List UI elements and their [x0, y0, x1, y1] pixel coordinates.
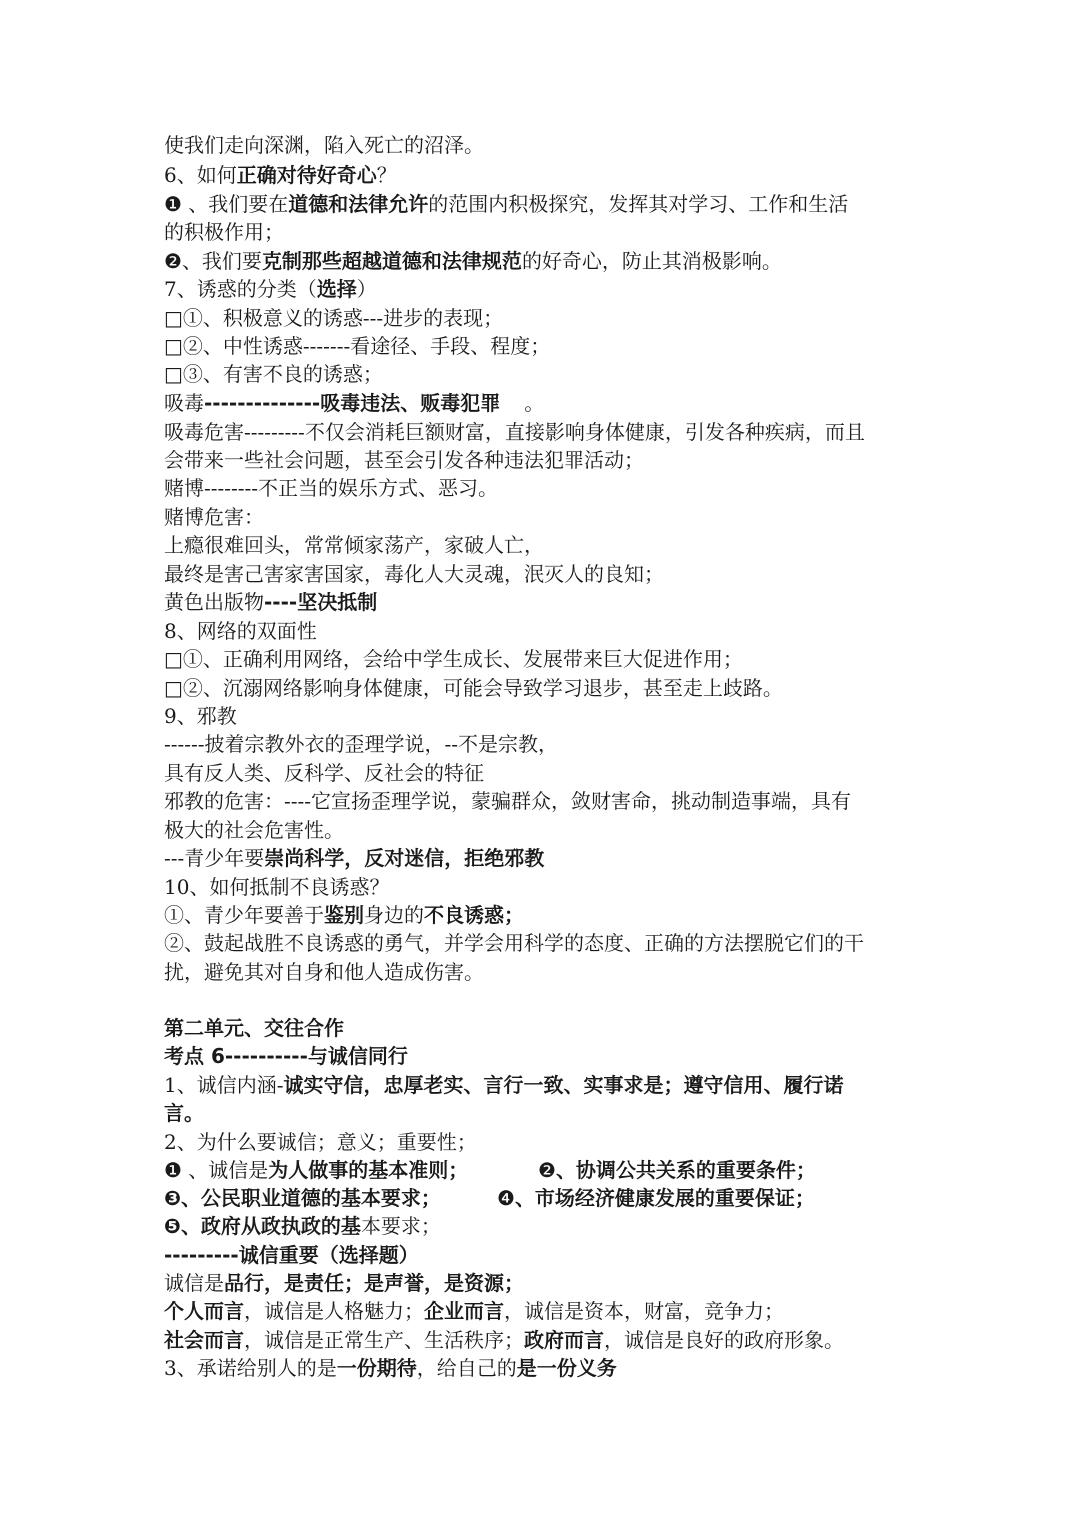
bold-text: 崇尚科学，反对迷信，拒绝邪教 — [264, 846, 545, 870]
text: 吸毒危害---------不仅会消耗巨额财富，直接影响身体健康，引发各种疾病，而且 — [164, 420, 865, 444]
bold-text: 、协调公共关系的重要条件； — [555, 1158, 816, 1182]
text: 8、网络的双面性 — [164, 619, 317, 643]
bold-text: 、公民职业道德的基本要求； — [180, 1186, 441, 1210]
text: ） — [356, 277, 377, 301]
question-heading — [164, 703, 237, 729]
text-line — [164, 902, 524, 928]
text: 的范围内积极探究，发挥其对学习、工作和生活 — [428, 192, 849, 216]
number-4-icon: ❹ — [497, 1186, 515, 1210]
text-line — [164, 1072, 843, 1098]
checkbox-icon: □ — [164, 362, 183, 386]
text-line — [164, 390, 544, 416]
text: 赌博--------不正当的娱乐方式、恶习。 — [164, 476, 499, 500]
text: ，诚信是资本，财富，竞争力； — [504, 1299, 784, 1323]
question-heading — [164, 276, 377, 302]
bold-text: 是一份义务 — [516, 1356, 617, 1380]
text: 9、邪教 — [164, 704, 237, 728]
text: 赌博危害： — [164, 505, 264, 529]
text: 会带来一些社会问题，甚至会引发各种违法犯罪活动； — [164, 448, 644, 472]
text-line — [164, 1270, 524, 1296]
bold-text: 社会而言 — [164, 1328, 244, 1352]
text: 考点 6----------与诚信同行 — [164, 1044, 408, 1068]
text: ---青少年要 — [164, 846, 265, 870]
bold-text: 为人做事的基本准则； — [268, 1158, 469, 1182]
numbered-point — [164, 1185, 441, 1211]
text: 极大的社会危害性。 — [164, 818, 344, 842]
text: 上瘾很难回头，常常倾家荡产，家破人亡， — [164, 533, 544, 557]
text: ②、鼓起战胜不良诱惑的勇气，并学会用科学的态度、正确的方法摆脱它们的干 — [164, 931, 864, 955]
question-heading — [164, 162, 397, 188]
list-item — [164, 305, 503, 331]
number-1-icon: ❶ — [164, 1158, 182, 1182]
checkbox-icon: □ — [164, 334, 183, 358]
text: ②、中性诱惑-------看途径、手段、程度； — [182, 334, 551, 358]
topic-heading — [164, 1043, 408, 1069]
bold-text: 、市场经济健康发展的重要保证； — [514, 1186, 815, 1210]
section-title — [164, 1015, 344, 1041]
list-item — [164, 646, 743, 672]
number-2-icon: ❷ — [538, 1158, 556, 1182]
numbered-point — [538, 1157, 816, 1183]
text: 本要求； — [360, 1214, 441, 1238]
bold-text: 言。 — [164, 1101, 204, 1125]
number-3-icon: ❸ — [164, 1186, 181, 1210]
text-line — [164, 447, 644, 473]
text: ①、正确利用网络，会给中学生成长、发展带来巨大促进作用； — [182, 647, 743, 671]
text: 身边的 — [364, 903, 424, 927]
bold-text: ----坚决抵制 — [264, 590, 378, 614]
text: 、我们要 — [181, 249, 262, 273]
bold-text: 一份期待 — [336, 1356, 417, 1380]
numbered-point — [497, 1185, 815, 1211]
checkbox-icon: □ — [164, 676, 183, 700]
text: 第二单元、交往合作 — [164, 1016, 344, 1040]
bold-text: 不良诱惑； — [424, 903, 524, 927]
text: 、我们要在 — [181, 192, 289, 216]
text: ①、积极意义的诱惑---进步的表现； — [182, 306, 504, 330]
text: 邪教的危害：----它宣扬歪理学说，蒙骗群众，敛财害命，挑动制造事端，具有 — [164, 789, 852, 813]
text: 10、如何抵制不良诱惑？ — [164, 875, 390, 899]
bold-text: 政府而言 — [524, 1328, 604, 1352]
text: ，诚信是人格魅力； — [244, 1299, 424, 1323]
number-2-icon: ❷ — [164, 249, 182, 273]
text: ①、青少年要善于 — [164, 903, 324, 927]
text-line — [164, 817, 344, 843]
bold-text: 选择 — [316, 277, 357, 301]
text: 吸毒 — [164, 391, 204, 415]
text: 3、承诺给别人的是 — [164, 1356, 337, 1380]
text: 6、如何 — [164, 163, 237, 187]
text: 扰，避免其对自身和他人造成伤害。 — [164, 960, 484, 984]
text: ③、有害不良的诱惑； — [182, 362, 383, 386]
text-line — [164, 504, 264, 530]
bold-text: 、政府从政执政的基 — [180, 1214, 361, 1238]
list-item — [164, 361, 383, 387]
text-line — [164, 959, 484, 985]
text: 的积极作用； — [164, 220, 284, 244]
text-line — [164, 561, 664, 587]
text: 最终是害己害家害国家，毒化人大灵魂，泯灭人的良知； — [164, 562, 664, 586]
checkbox-icon: □ — [164, 647, 183, 671]
text: 使我们走向深渊，陷入死亡的沼泽。 — [164, 133, 484, 157]
text: ？ — [376, 163, 397, 187]
question-heading — [164, 1355, 617, 1381]
text-line — [164, 419, 865, 445]
text: ，给自己的 — [416, 1356, 517, 1380]
bold-text: --------------吸毒违法、贩毒犯罪 — [204, 391, 501, 415]
text: 7、诱惑的分类（ — [164, 277, 317, 301]
number-5-icon: ❺ — [164, 1214, 181, 1238]
text: 诚信是 — [164, 1271, 224, 1295]
text-line — [164, 589, 377, 615]
text-line — [164, 1327, 844, 1353]
bold-text: 鉴别 — [324, 903, 364, 927]
text: ，诚信是正常生产、生活秩序； — [244, 1328, 524, 1352]
text-line — [164, 532, 544, 558]
text: 具有反人类、反科学、反社会的特征 — [164, 761, 484, 785]
text-line — [164, 1100, 204, 1126]
text: 、诚信是 — [181, 1158, 269, 1182]
text-line — [164, 788, 851, 814]
numbered-point — [164, 191, 848, 217]
list-item — [164, 333, 550, 359]
topic-heading — [164, 1242, 419, 1268]
text: 的好奇心，防止其消极影响。 — [521, 249, 782, 273]
numbered-point — [164, 1157, 468, 1183]
bold-text: 道德和法律允许 — [288, 192, 429, 216]
text-line — [164, 1298, 784, 1324]
question-heading — [164, 874, 389, 900]
number-1-icon: ❶ — [164, 192, 182, 216]
question-heading — [164, 618, 317, 644]
question-heading — [164, 1129, 477, 1155]
text: ②、沉溺网络影响身体健康，可能会导致学习退步，甚至走上歧路。 — [182, 676, 783, 700]
bold-text: 个人而言 — [164, 1299, 244, 1323]
bold-text: 企业而言 — [424, 1299, 504, 1323]
text: ，诚信是良好的政府形象。 — [604, 1328, 844, 1352]
text-line — [164, 475, 498, 501]
text: 1、诚信内涵- — [164, 1073, 284, 1097]
text-line — [164, 219, 284, 245]
text-line — [164, 760, 484, 786]
text-line — [164, 930, 864, 956]
numbered-point — [164, 1213, 441, 1239]
text: 黄色出版物 — [164, 590, 264, 614]
text: 。 — [524, 391, 545, 415]
text-line — [164, 845, 544, 871]
text: 2、为什么要诚信；意义；重要性； — [164, 1130, 477, 1154]
numbered-point — [164, 248, 782, 274]
checkbox-icon: □ — [164, 306, 183, 330]
list-item — [164, 675, 783, 701]
text-line — [164, 731, 558, 757]
bold-text: 克制那些超越道德和法律规范 — [261, 249, 522, 273]
bold-text: 品行，是责任；是声誉，是资源； — [224, 1271, 524, 1295]
bold-text: 正确对待好奇心 — [236, 163, 377, 187]
text: ------披着宗教外衣的歪理学说，--不是宗教， — [164, 732, 559, 756]
text: ---------诚信重要（选择题） — [164, 1243, 419, 1267]
text-line — [164, 132, 484, 158]
bold-text: 诚实守信，忠厚老实、言行一致、实事求是；遵守信用、履行诺 — [283, 1073, 844, 1097]
